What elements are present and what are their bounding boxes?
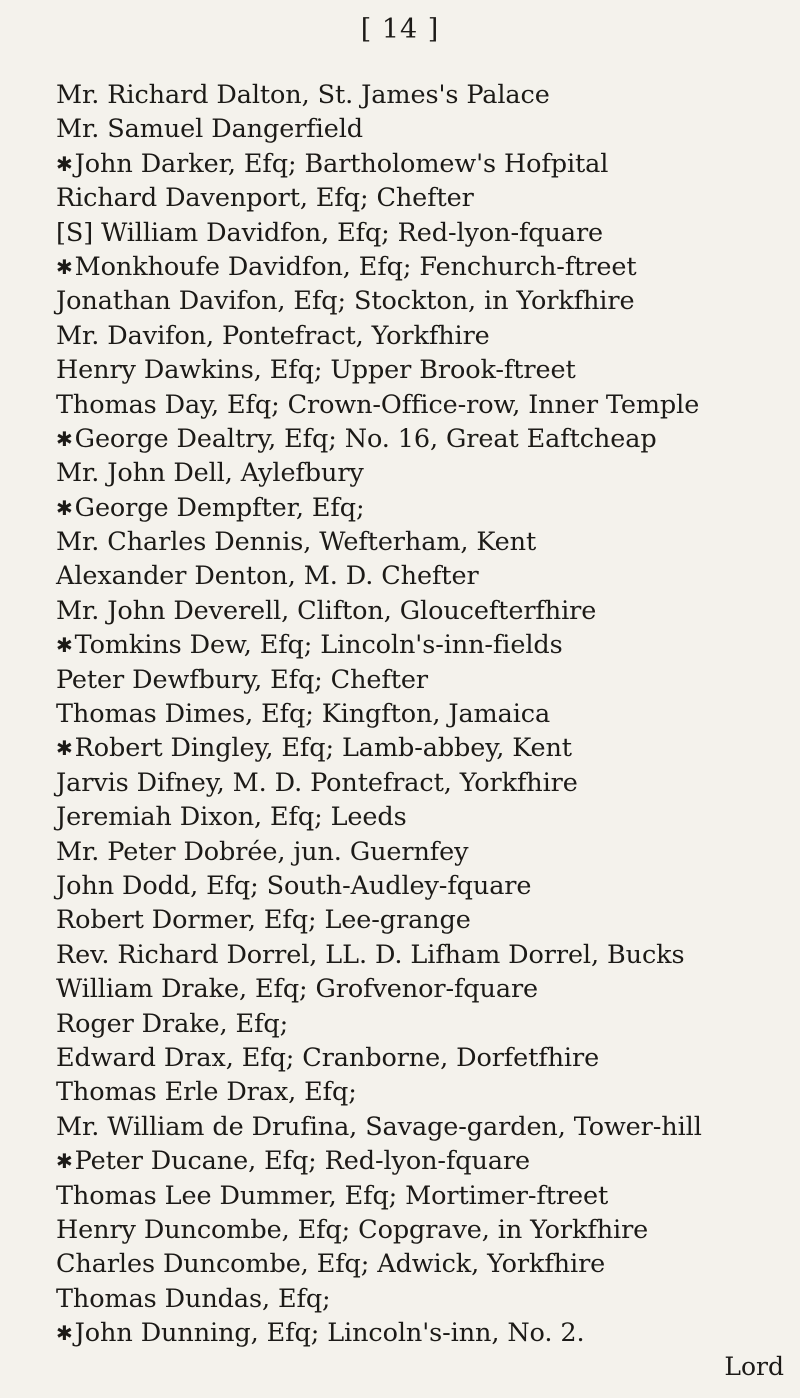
subscriber-name: Peter Ducane, Efq; Red-lyon-fquare: [74, 1146, 531, 1177]
subscriber-name: Monkhoufe Davidfon, Efq; Fenchurch-ftreet: [74, 251, 637, 282]
subscriber-name: Mr. John Dell, Aylefbury: [56, 458, 364, 489]
subscriber-entry: [56, 594, 796, 628]
subscriber-name: Thomas Lee Dummer, Efq; Mortimer-ftreet: [56, 1180, 609, 1211]
subscriber-entry: [56, 250, 796, 284]
subscriber-entry: [56, 1282, 796, 1316]
subscriber-entry: [56, 491, 796, 525]
subscriber-name: Mr. Charles Dennis, Wefterham, Kent: [56, 527, 537, 558]
subscriber-name: Thomas Dundas, Efq;: [56, 1283, 331, 1314]
subscriber-name: Mr. Samuel Dangerfield: [56, 114, 363, 145]
subscriber-name: Mr. Richard Dalton, St. James's Palace: [56, 80, 550, 110]
subscriber-name: Jeremiah Dixon, Efq; Leeds: [56, 802, 407, 833]
subscriber-name: George Dempfter, Efq;: [74, 492, 365, 523]
subscriber-name: Jonathan Davifon, Efq; Stockton, in Yorkfhire: [56, 286, 635, 317]
asterisk-mark-icon: ✱: [56, 1321, 73, 1346]
subscriber-entry: [56, 1041, 796, 1075]
subscriber-entry: [56, 284, 796, 318]
subscriber-name: John Dodd, Efq; South-Audley-fquare: [56, 870, 532, 901]
subscriber-name: John Dunning, Efq; Lincoln's-inn, No. 2.: [74, 1318, 585, 1349]
subscriber-entry: [56, 388, 796, 422]
subscriber-name: Henry Duncombe, Efq; Copgrave, in Yorkfhire: [56, 1214, 649, 1245]
subscriber-name: [S] William Davidfon, Efq; Red-lyon-fquare: [56, 217, 604, 248]
subscriber-entry: [56, 353, 796, 387]
subscriber-name: Tomkins Dew, Efq; Lincoln's-inn-fields: [74, 630, 563, 661]
subscriber-name: Mr. Peter Dobrée, jun. Guernfey: [56, 836, 469, 867]
subscriber-name: William Drake, Efq; Grofvenor-fquare: [56, 974, 539, 1005]
asterisk-mark-icon: ✱: [56, 254, 73, 279]
asterisk-mark-icon: ✱: [56, 495, 73, 520]
subscriber-name: John Darker, Efq; Bartholomew's Hofpital: [74, 148, 609, 179]
subscriber-entry: [56, 1179, 796, 1213]
asterisk-mark-icon: ✱: [56, 1149, 73, 1174]
subscriber-entry: [56, 903, 796, 937]
subscriber-name: Jarvis Difney, M. D. Pontefract, Yorkfhire: [56, 767, 578, 798]
subscriber-entry: [56, 1075, 796, 1109]
subscriber-entry: [56, 216, 796, 250]
subscriber-entry: [56, 800, 796, 834]
subscriber-entry: [56, 697, 796, 731]
subscriber-entry: [56, 1316, 796, 1350]
subscriber-entry: [56, 663, 796, 697]
subscriber-entry: [56, 1213, 796, 1247]
subscriber-entry: [56, 731, 796, 765]
page-number: [ 14 ]: [360, 14, 440, 45]
subscriber-entry: [56, 972, 796, 1006]
subscriber-entry: [56, 112, 796, 146]
subscriber-name: Thomas Dimes, Efq; Kingfton, Jamaica: [56, 699, 551, 730]
subscriber-entry: [56, 628, 796, 662]
subscriber-entry: [56, 319, 796, 353]
subscriber-name: Robert Dormer, Efq; Lee-grange: [56, 905, 471, 936]
subscriber-name: Peter Dewfbury, Efq; Chefter: [56, 664, 428, 695]
subscriber-entry: [56, 181, 796, 215]
subscriber-name: Alexander Denton, M. D. Chefter: [56, 561, 479, 592]
asterisk-mark-icon: ✱: [56, 633, 73, 658]
asterisk-mark-icon: ✱: [56, 426, 73, 451]
subscriber-entry: [56, 422, 796, 456]
subscriber-name: Thomas Erle Drax, Efq;: [56, 1077, 357, 1108]
subscriber-name: George Dealtry, Efq; No. 16, Great Eaftcheap: [74, 423, 657, 454]
subscriber-entry: [56, 559, 796, 593]
subscriber-name: Henry Dawkins, Efq; Upper Brook-ftreet: [56, 355, 576, 386]
subscriber-entry: [56, 835, 796, 869]
subscriber-entry: [56, 456, 796, 490]
subscriber-name: Mr. Davifon, Pontefract, Yorkfhire: [56, 320, 490, 351]
subscriber-entry: [56, 869, 796, 903]
subscriber-name: Charles Duncombe, Efq; Adwick, Yorkfhire: [56, 1249, 606, 1280]
subscriber-entry: [56, 938, 796, 972]
subscriber-name: Mr. John Deverell, Clifton, Gloucefterfhire: [56, 595, 597, 626]
asterisk-mark-icon: ✱: [56, 151, 73, 176]
subscriber-name: Roger Drake, Efq;: [56, 1008, 289, 1039]
subscriber-list: [56, 78, 796, 1350]
subscriber-name: Mr. William de Drufina, Savage-garden, Tower-hill: [56, 1111, 702, 1142]
catchword: Lord: [724, 1352, 784, 1381]
subscriber-name: Thomas Day, Efq; Crown-Office-row, Inner Temple: [56, 389, 700, 420]
subscriber-entry: [56, 766, 796, 800]
subscriber-name: Robert Dingley, Efq; Lamb-abbey, Kent: [74, 733, 572, 764]
subscriber-entry: [56, 525, 796, 559]
subscriber-entry: [56, 1247, 796, 1281]
subscriber-name: Richard Davenport, Efq; Chefter: [56, 183, 474, 214]
subscriber-entry: [56, 1007, 796, 1041]
subscriber-name: Rev. Richard Dorrel, LL. D. Lifham Dorrel, Bucks: [56, 939, 685, 970]
asterisk-mark-icon: ✱: [56, 736, 73, 761]
subscriber-entry: [56, 1110, 796, 1144]
subscriber-entry: [56, 147, 796, 181]
subscriber-entry: [56, 1144, 796, 1178]
subscriber-name: Edward Drax, Efq; Cranborne, Dorfetfhire: [56, 1042, 600, 1073]
subscriber-entry: [56, 78, 796, 112]
